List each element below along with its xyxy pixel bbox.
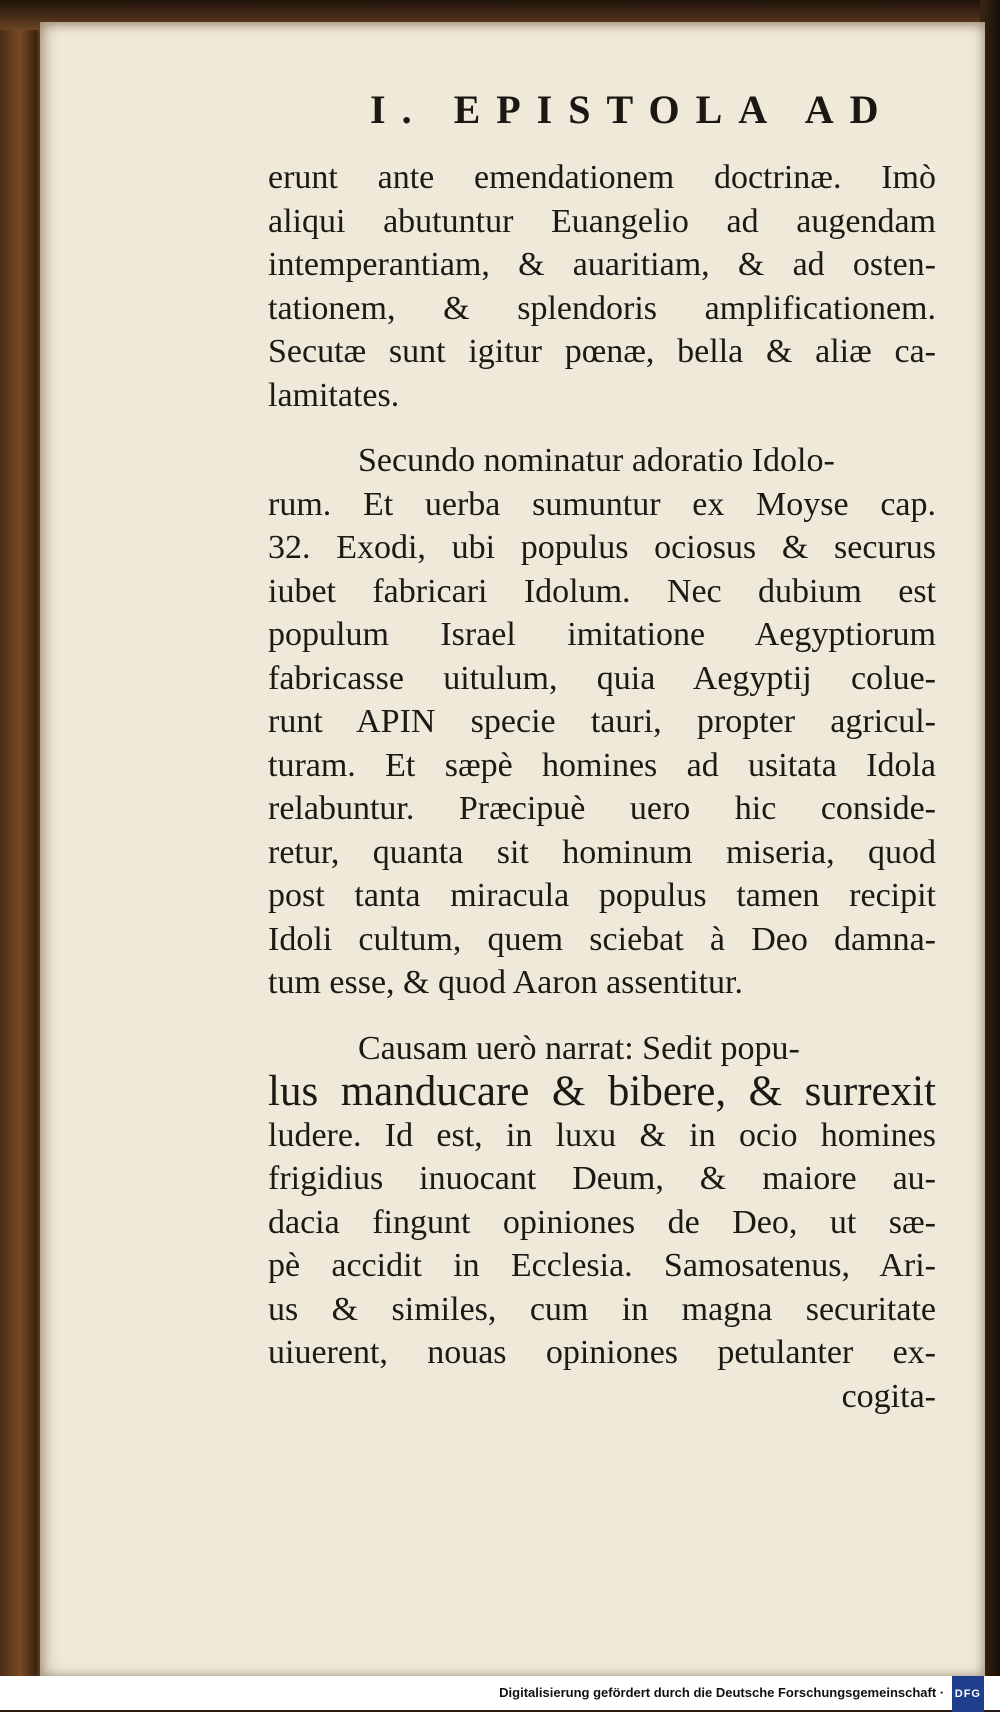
text-line: fabricasse uitulum, quia Aegyptij colue- [268, 659, 936, 697]
text-line: aliqui abutuntur Euangelio ad augendam [268, 202, 936, 240]
text-line: iubet fabricari Idolum. Nec dubium est [268, 572, 936, 610]
text-line: erunt ante emendationem doctrinæ. Imò [268, 159, 936, 196]
text-line: uiuerent, nouas opiniones petulanter ex- [268, 1334, 936, 1371]
page-text [268, 156, 936, 1418]
text-line: 32. Exodi, ubi populus ociosus & securus [268, 529, 936, 566]
text-line: post tanta miracula populus tamen recipit [268, 877, 936, 914]
paragraph-gap [268, 417, 936, 439]
text-line: us & similes, cum in magna securitate [268, 1290, 936, 1328]
digitization-credit [489, 1676, 990, 1710]
text-line: retur, quanta sit hominum miseria, quod [268, 833, 936, 871]
credit-separator: · [936, 1685, 948, 1700]
text-line: rum. Et uerba sumuntur ex Moyse cap. [268, 485, 936, 523]
catchword: cogita- [841, 1377, 936, 1415]
text-line: tationem, & splendoris amplificationem. [268, 289, 936, 327]
text-line: runt APIN specie tauri, propter agricul- [268, 703, 936, 740]
text-line: frigidius inuocant Deum, & maiore au- [268, 1160, 936, 1197]
text-line: turam. Et sæpè homines ad usitata Idola [268, 746, 936, 784]
text-line: tum esse, & quod Aaron assentitur. [268, 964, 744, 1001]
text-line: intemperantiam, & auaritiam, & ad osten- [268, 246, 936, 283]
paragraph-gap [268, 1005, 936, 1027]
credit-text: Digitalisierung gefördert durch die Deutsche Forschungsgemeinschaft [499, 1685, 937, 1700]
text-line: Idoli cultum, quem sciebat à Deo damna- [268, 920, 936, 958]
text-line: lamitates. [268, 376, 400, 414]
dfg-logo: DFG [952, 1676, 984, 1712]
text-line: Causam uerò narrat: Sedit popu- [358, 1029, 800, 1067]
text-line: ludere. Id est, in luxu & in ocio homines [268, 1116, 936, 1154]
text-line: lus manducare & bibere, & surrexit [268, 1068, 936, 1115]
text-line: pè accidit in Ecclesia. Samosatenus, Ari- [268, 1247, 936, 1284]
text-line: populum Israel imitatione Aegyptiorum [268, 616, 936, 653]
text-line: dacia fingunt opiniones de Deo, ut sæ- [268, 1203, 936, 1241]
running-header: I. EPISTOLA AD [370, 87, 895, 132]
text-line: Secutæ sunt igitur pœnæ, bella & aliæ ca- [268, 333, 936, 370]
text-line: relabuntur. Præcipuè uero hic conside- [268, 790, 936, 827]
text-line: Secundo nominatur adoratio Idolo- [358, 442, 835, 479]
